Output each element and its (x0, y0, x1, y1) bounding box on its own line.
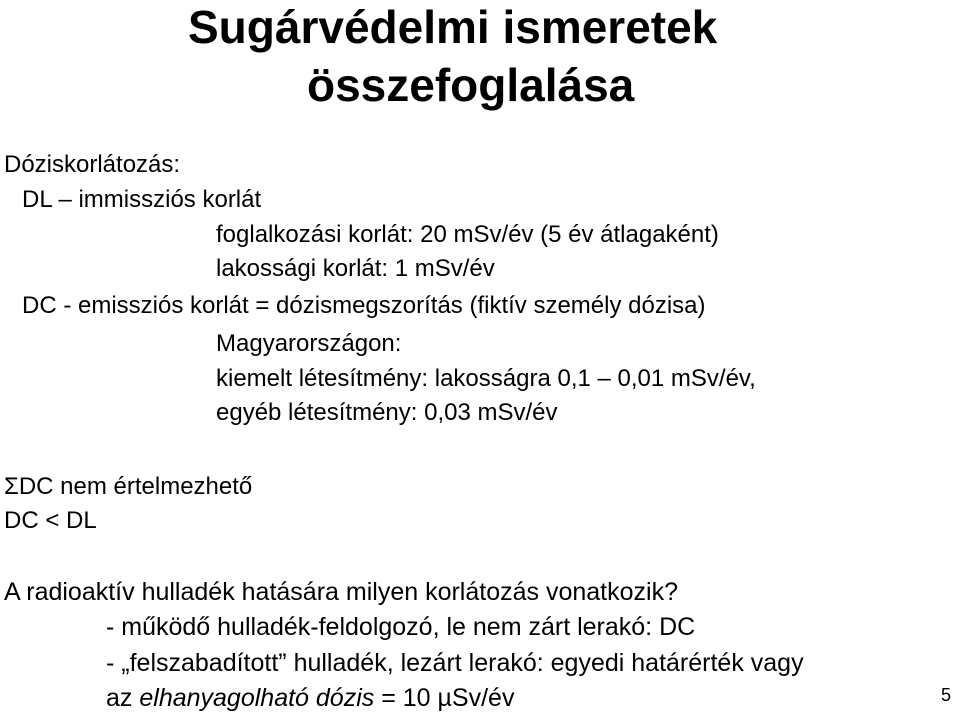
sum-dc-line: ΣDC nem értelmezhető (4, 473, 253, 500)
slide-number: 5 (941, 685, 952, 705)
bullet-2: - „felszabadított” hulladék, lezárt lerakó: egyedi határérték vagy (106, 649, 804, 677)
public-limit: lakossági korlát: 1 mSv/év (216, 255, 495, 282)
occupational-limit: foglalkozási korlát: 20 mSv/év (5 év átlagaként) (216, 221, 719, 248)
dl-line: DL – immissziós korlát (22, 186, 262, 213)
title-line-2: összefoglalása (307, 59, 635, 111)
dc-line: DC - emissziós korlát = dózismegszorítás (fiktív személy dózisa) (22, 292, 706, 319)
last-line-prefix: az (106, 684, 140, 712)
title-line-1: Sugárvédelmi ismeretek (188, 1, 718, 53)
bullet-1: - működő hulladék-feldolgozó, le nem zárt lerakó: DC (106, 613, 696, 641)
dc-lt-dl-line: DC < DL (4, 507, 97, 534)
dose-limit-heading: Dóziskorlátozás: (4, 151, 181, 178)
question-line: A radioaktív hulladék hatására milyen korlátozás vonatkozik? (4, 578, 678, 606)
other-facility: egyéb létesítmény: 0,03 mSv/év (216, 399, 558, 426)
last-line-suffix: = 10 µSv/év (374, 684, 515, 712)
negligible-dose-term: elhanyagolható dózis (139, 684, 375, 712)
last-line (106, 683, 514, 713)
priority-facility: kiemelt létesítmény: lakosságra 0,1 – 0,01 mSv/év, (216, 365, 756, 392)
hungary-label: Magyarországon: (216, 330, 402, 357)
